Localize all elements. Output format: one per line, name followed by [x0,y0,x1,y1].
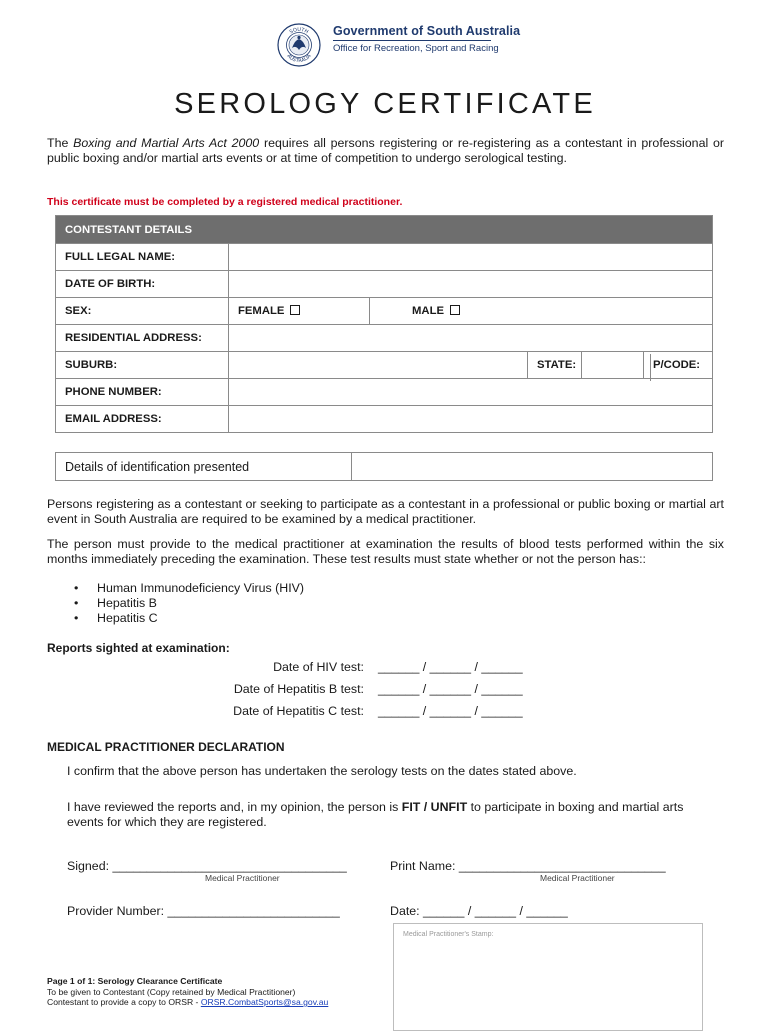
svg-text:SOUTH: SOUTH [288,26,310,36]
declaration-date-field[interactable]: Date: ______ / ______ / ______ [390,904,568,918]
male-checkbox[interactable] [450,305,460,315]
full-name-field[interactable] [229,244,713,271]
phone-field[interactable] [229,379,713,406]
declaration-line-2: I have reviewed the reports and, in my opinion, the person is FIT / UNFIT to participate in boxing and martial arts events for which they are registered. [67,800,684,829]
state-label: STATE: [528,352,582,379]
address-label: RESIDENTIAL ADDRESS: [56,325,229,352]
declaration-heading: MEDICAL PRACTITIONER DECLARATION [47,740,285,754]
sex-male-option[interactable]: MALE [370,298,713,325]
identification-table [55,452,713,481]
email-label: EMAIL ADDRESS: [56,406,229,433]
org-divider [333,40,491,41]
identification-label: Details of identification presented [56,453,352,481]
hep-b-date-field[interactable]: ______ / ______ / ______ [378,682,523,696]
hep-c-date-label: Date of Hepatitis C test: [233,704,364,718]
orsr-email-link[interactable]: ORSR.CombatSports@sa.gov.au [200,997,329,1007]
org-subtitle: Office for Recreation, Sport and Racing [333,43,499,54]
declaration-line-1: I confirm that the above person has undertaken the serology tests on the dates stated above. [67,764,577,778]
fit-unfit-choice[interactable]: FIT / UNFIT [401,800,468,814]
list-item: • Human Immunodeficiency Virus (HIV) [60,581,304,596]
hep-c-date-field[interactable]: ______ / ______ / ______ [378,704,523,718]
dob-field[interactable] [229,271,713,298]
print-name-field[interactable]: Print Name: ______________________________ [390,859,666,873]
female-checkbox[interactable] [290,305,300,315]
phone-label: PHONE NUMBER: [56,379,229,406]
contestant-details-header: CONTESTANT DETAILS [56,216,713,244]
dob-label: DATE OF BIRTH: [56,271,229,298]
state-field[interactable] [582,352,644,379]
list-item: • Hepatitis B [60,596,304,611]
hiv-date-field[interactable]: ______ / ______ / ______ [378,660,523,674]
practitioner-notice: This certificate must be completed by a registered medical practitioner. [47,196,403,208]
practitioner-stamp-box[interactable] [393,923,703,1031]
exam-requirement-paragraph: Persons registering as a contestant or seeking to participate as a contestant in a professional or public boxing or martial art event in South Australia are required to be examined by a medical practitioner. [47,497,724,526]
print-name-caption: Medical Practitioner [540,873,615,883]
signed-caption: Medical Practitioner [205,873,280,883]
sex-female-option[interactable]: FEMALE [229,298,370,325]
email-field[interactable] [229,406,713,433]
intro-paragraph: The Boxing and Martial Arts Act 2000 requires all persons registering or re-registering as a contestant in professional or public boxing and/or martial arts events or at time of competition to undergo serological testing. [47,136,724,165]
hep-b-date-label: Date of Hepatitis B test: [233,682,364,696]
provider-number-field[interactable]: Provider Number: _________________________ [67,904,340,918]
government-seal-logo [277,23,321,67]
org-name: Government of South Australia [333,24,521,38]
footer-copy-note: To be given to Contestant (Copy retained by Medical Practitioner) [47,987,296,997]
signed-field[interactable]: Signed: __________________________________ [67,859,347,873]
reports-heading: Reports sighted at examination: [47,641,230,655]
suburb-field[interactable] [229,352,528,379]
stamp-label: Medical Practitioner's Stamp: [403,931,494,938]
contestant-details-table [55,215,713,433]
pcode-label: P/CODE: [644,352,713,379]
footer-submit-note: Contestant to provide a copy to ORSR - ORSR.CombatSports@sa.gov.au [47,997,329,1007]
pcode-field[interactable] [650,354,713,381]
suburb-label: SUBURB: [56,352,229,379]
sex-label: SEX: [56,298,229,325]
footer-page-info: Page 1 of 1: Serology Clearance Certificate [47,976,223,986]
full-name-label: FULL LEGAL NAME: [56,244,229,271]
blood-test-paragraph: The person must provide to the medical practitioner at examination the results of blood tests performed within the six months immediately preceding the examination. These test results must state whether or not the person has:: [47,537,724,566]
hiv-date-label: Date of HIV test: [273,660,364,674]
address-field[interactable] [229,325,713,352]
page-title: SEROLOGY CERTIFICATE [174,88,596,120]
test-list [60,581,304,626]
svg-text:AUSTRALIA: AUSTRALIA [285,53,313,65]
list-item: • Hepatitis C [60,611,304,626]
identification-field[interactable] [352,453,713,481]
